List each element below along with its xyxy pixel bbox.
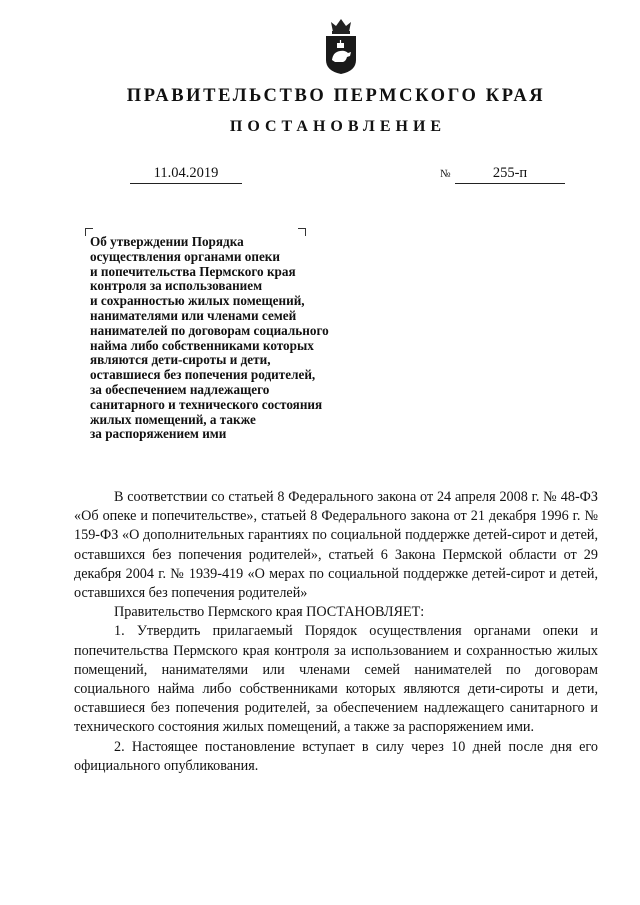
- government-name: ПРАВИТЕЛЬСТВО ПЕРМСКОГО КРАЯ: [126, 86, 546, 106]
- preamble-paragraph: В соответствии со статьей 8 Федерального закона от 24 апреля 2008 г. № 48-ФЗ «Об опеке и попечительстве», статьей 8 Федерального закона от 21 декабря 1996 г. № 159-ФЗ «О дополнительных гарантиях по социальной поддержке детей-сирот и детей, оставшихся без попечения родителей», статьей 6 Закона Пермской области от 29 декабря 2004 г. № 1939-419 «О мерах по социальной поддержке детей-сирот и детей, оставшихся без попечения родителей»: [74, 489, 598, 602]
- subject-line: Об утверждении Порядка: [90, 234, 244, 249]
- document-subject: [90, 235, 390, 442]
- subject-line: за распоряжением ими: [90, 426, 227, 442]
- subject-line: оставшиеся без попечения родителей,: [90, 367, 316, 383]
- perm-coat-of-arms-icon: [321, 16, 361, 76]
- subject-line: и попечительства Пермского края: [90, 263, 296, 279]
- subject-line: за обеспечением надлежащего: [90, 381, 270, 397]
- subject-line: являются дети-сироты и дети,: [90, 352, 271, 368]
- document-body: [74, 488, 598, 776]
- document-type: ПОСТАНОВЛЕНИЕ: [229, 118, 447, 135]
- subject-line: и сохранностью жилых помещений,: [90, 293, 305, 309]
- subject-line: контроля за использованием: [90, 278, 263, 294]
- subject-line: найма либо собственниками которых: [90, 337, 314, 353]
- item-1-paragraph: 1. Утвердить прилагаемый Порядок осуществления органами опеки и попечительства Пермского края контроля за использованием и сохранностью жилых помещений, нанимателями или членами семей нанимателей по договорам социального найма либо собственниками которых являются дети-сироты и дети, оставшиеся без попечения родителей, за обеспечением надлежащего санитарного и технического состояния жилых помещений, а также за распоряжением ими.: [74, 623, 598, 736]
- document-date: 11.04.2019: [130, 165, 242, 184]
- subject-line: нанимателями или членами семей: [90, 307, 297, 323]
- document-number: 255-п: [455, 165, 565, 184]
- item-2-paragraph: 2. Настоящее постановление вступает в силу через 10 дней после дня его официального опубликования.: [74, 738, 598, 774]
- subject-line: осуществления органами опеки: [90, 248, 280, 264]
- subject-line: жилых помещений, а также: [90, 411, 256, 427]
- resolves-paragraph: Правительство Пермского края ПОСТАНОВЛЯЕТ:: [114, 604, 425, 621]
- number-sign: №: [440, 168, 451, 180]
- subject-line: нанимателей по договорам социального: [90, 322, 329, 338]
- subject-line: санитарного и технического состояния: [90, 396, 323, 412]
